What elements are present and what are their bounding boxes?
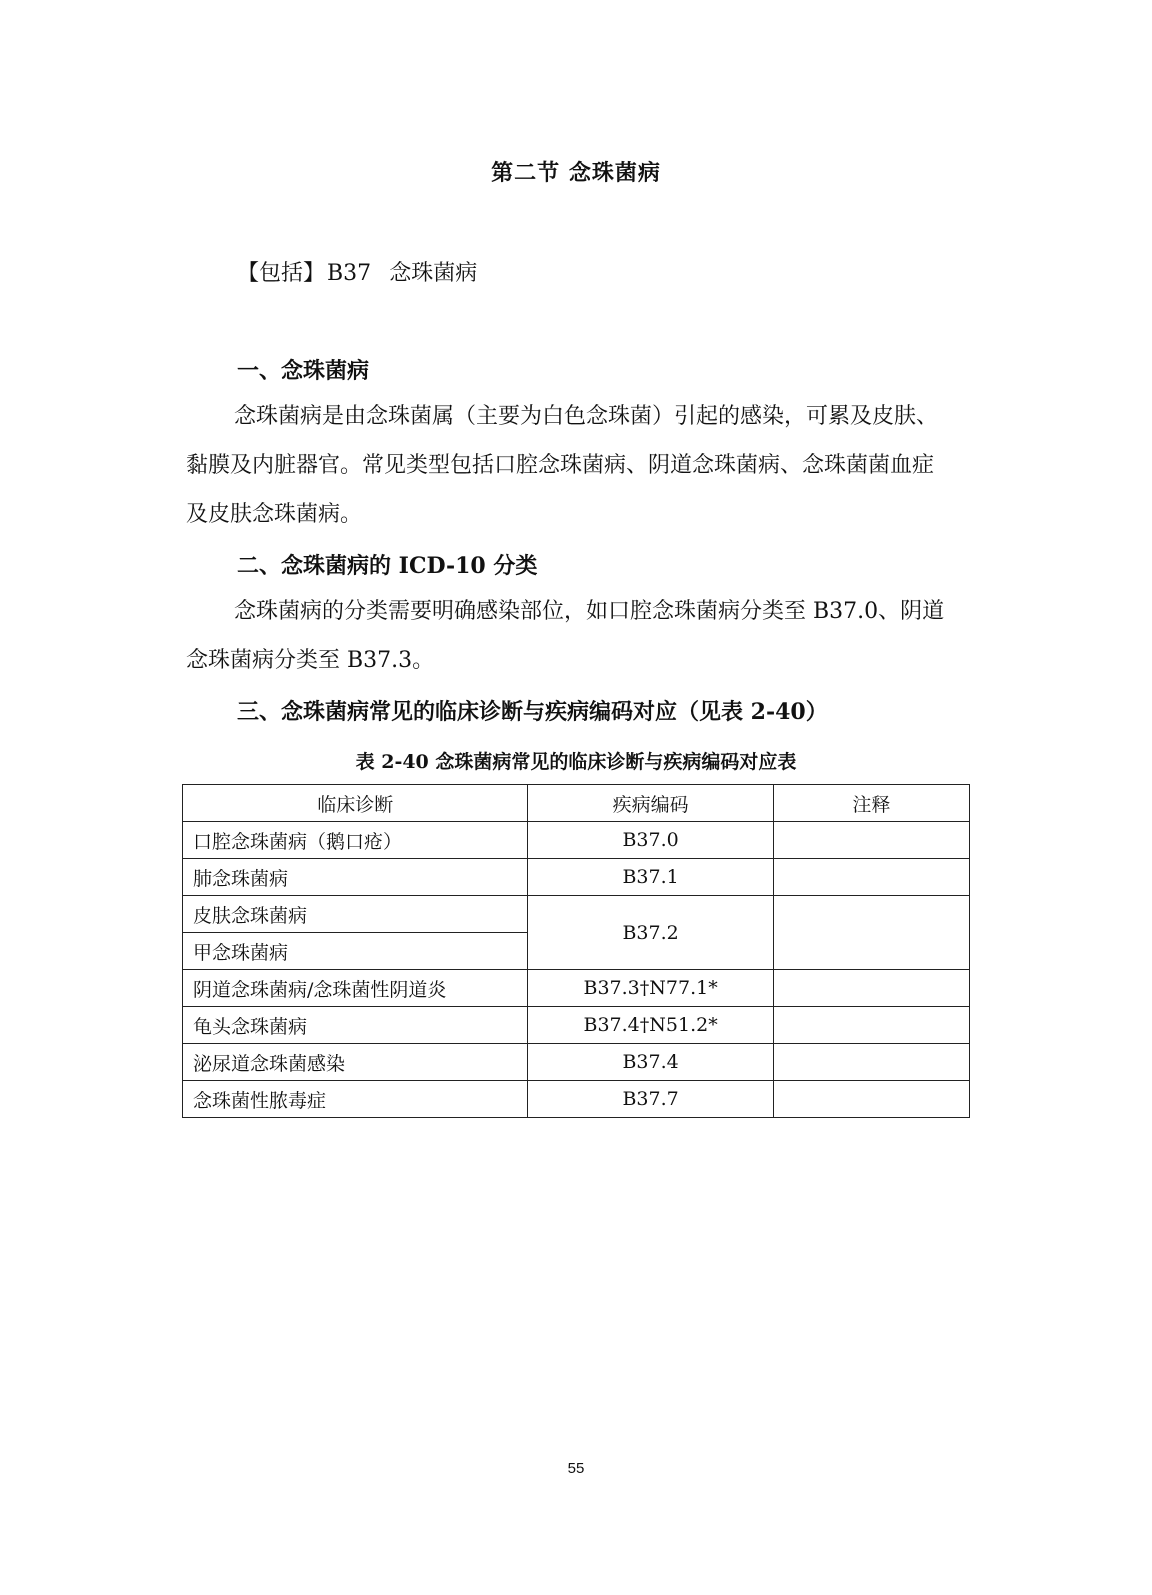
note-cell [773, 970, 969, 1007]
header-note: 注释 [773, 785, 969, 822]
diagnosis-cell: 龟头念珠菌病 [183, 1007, 528, 1044]
code-cell: B37.4†N51.2* [528, 1007, 773, 1044]
include-name: 念珠菌病 [389, 261, 478, 286]
table-caption: 表 2-40 念珠菌病常见的临床诊断与疾病编码对应表 [355, 751, 797, 773]
include-code: B37 [327, 261, 372, 286]
note-cell [773, 822, 969, 859]
diagnosis-cell: 甲念珠菌病 [183, 933, 528, 970]
paragraph-1-text: 念珠菌病是由念珠菌属（主要为白色念珠菌）引起的感染，可累及皮肤、黏膜及内脏器官。常见类型包括口腔念珠菌病、阴道念珠菌病、念珠菌菌血症及皮肤念珠菌病。 [186, 404, 939, 527]
code-cell: B37.3†N77.1* [528, 970, 773, 1007]
table-row [183, 1007, 970, 1044]
heading-1: 一、念珠菌病 [237, 358, 370, 384]
header-code: 疾病编码 [528, 785, 773, 822]
heading-3: 三、念珠菌病常见的临床诊断与疾病编码对应（见表 2-40） [237, 699, 828, 725]
page-number: 55 [567, 1460, 585, 1477]
diagnosis-cell: 口腔念珠菌病（鹅口疮） [183, 822, 528, 859]
note-cell [773, 1044, 969, 1081]
include-line [237, 256, 477, 287]
code-cell: B37.0 [528, 822, 773, 859]
table-row [183, 1081, 970, 1118]
table-row [183, 859, 970, 896]
note-cell [773, 896, 969, 970]
include-label: 【包括】 [237, 261, 326, 286]
code-cell: B37.1 [528, 859, 773, 896]
table-row [183, 822, 970, 859]
table-header-row [183, 785, 970, 822]
diagnosis-cell: 肺念珠菌病 [183, 859, 528, 896]
diagnosis-cell: 泌尿道念珠菌感染 [183, 1044, 528, 1081]
heading-2: 二、念珠菌病的 ICD-10 分类 [237, 553, 538, 579]
table-row [183, 896, 970, 933]
code-cell: B37.2 [528, 896, 773, 970]
section-title: 第二节 念珠菌病 [491, 160, 661, 186]
table-row [183, 970, 970, 1007]
paragraph-2-text: 念珠菌病的分类需要明确感染部位，如口腔念珠菌病分类至 B37.0、阴道念珠菌病分类至 B37.3。 [186, 599, 945, 673]
note-cell [773, 859, 969, 896]
note-cell [773, 1007, 969, 1044]
diagnosis-code-table [182, 784, 970, 1118]
diagnosis-cell: 阴道念珠菌病/念珠菌性阴道炎 [183, 970, 528, 1007]
paragraph-1 [186, 392, 946, 539]
header-diagnosis: 临床诊断 [183, 785, 528, 822]
diagnosis-cell: 皮肤念珠菌病 [183, 896, 528, 933]
note-cell [773, 1081, 969, 1118]
table-row [183, 1044, 970, 1081]
paragraph-2 [186, 587, 946, 685]
diagnosis-cell: 念珠菌性脓毒症 [183, 1081, 528, 1118]
code-cell: B37.7 [528, 1081, 773, 1118]
code-cell: B37.4 [528, 1044, 773, 1081]
